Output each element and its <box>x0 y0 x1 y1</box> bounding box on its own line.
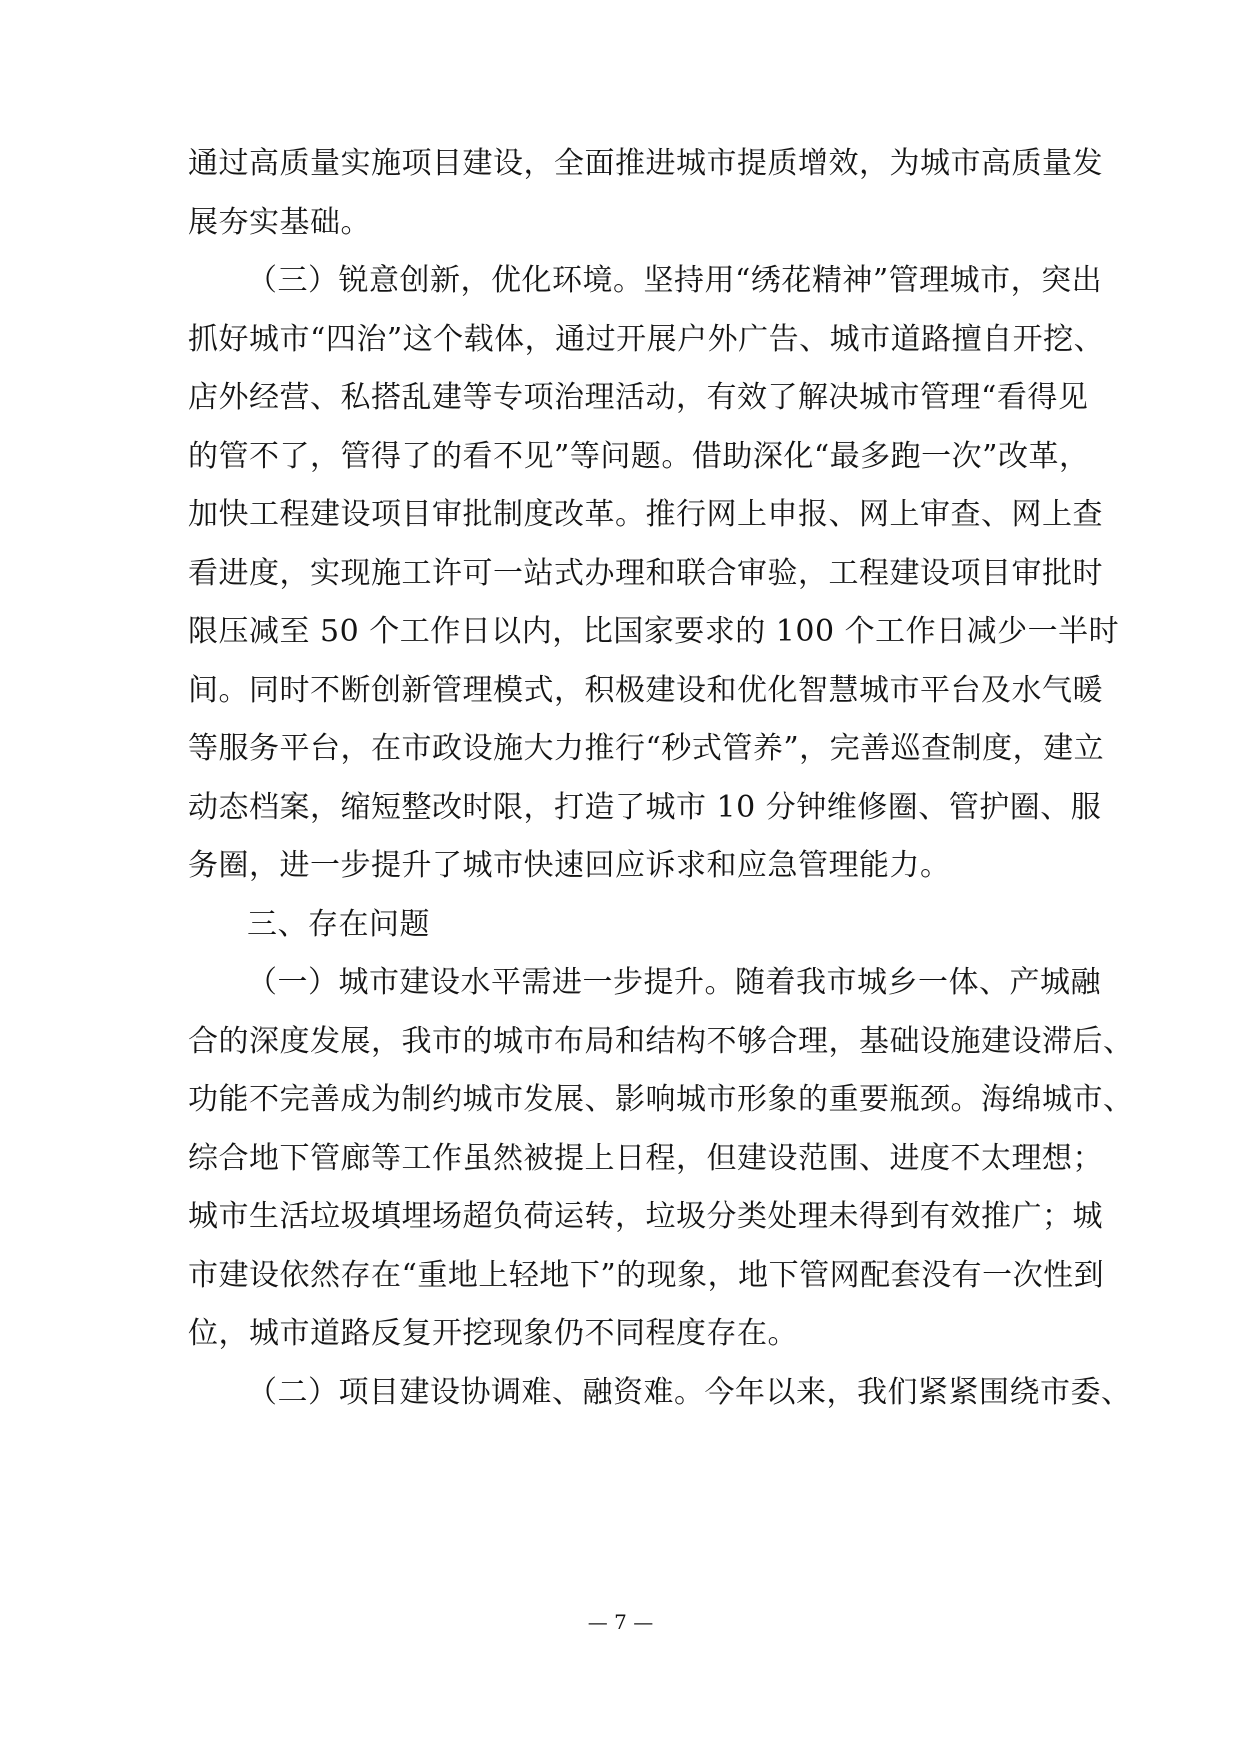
body-text-line: 等服务平台，在市政设施大力推行“秒式管养”，完善巡查制度，建立 <box>188 731 1105 766</box>
body-text-line: 市建设依然存在“重地上轻地下”的现象，地下管网配套没有一次性到 <box>188 1258 1105 1293</box>
page-number: — 7 — <box>587 1610 654 1634</box>
section-heading-line: （二）项目建设协调难、融资难。今年以来，我们紧紧围绕市委、 <box>247 1375 1132 1410</box>
body-text-line: 位，城市道路反复开挖现象仍不同程度存在。 <box>188 1316 798 1351</box>
body-text-line: 抓好城市“四治”这个载体，通过开展户外广告、城市道路擅自开挖、 <box>188 322 1105 357</box>
body-text-line: 城市生活垃圾填埋场超负荷运转，垃圾分类处理未得到有效推广；城 <box>188 1199 1103 1234</box>
section-heading-line: （三）锐意创新，优化环境。坚持用“绣花精神”管理城市，突出 <box>247 263 1103 298</box>
body-text-line: 限压减至 50 个工作日以内，比国家要求的 100 个工作日减少一半时 <box>188 614 1120 649</box>
body-text-line: 功能不完善成为制约城市发展、影响城市形象的重要瓶颈。海绵城市、 <box>188 1082 1134 1117</box>
body-text-line: 间。同时不断创新管理模式，积极建设和优化智慧城市平台及水气暖 <box>188 673 1103 708</box>
body-text-line: 通过高质量实施项目建设，全面推进城市提质增效，为城市高质量发 <box>188 146 1103 181</box>
body-text-line: 加快工程建设项目审批制度改革。推行网上申报、网上审查、网上查 <box>188 497 1103 532</box>
body-text-line: 展夯实基础。 <box>188 205 371 240</box>
section-heading: 三、存在问题 <box>247 907 430 942</box>
body-text-line: 动态档案，缩短整改时限，打造了城市 10 分钟维修圈、管护圈、服 <box>188 790 1102 825</box>
body-text-line: 务圈，进一步提升了城市快速回应诉求和应急管理能力。 <box>188 848 951 883</box>
body-text-line: 综合地下管廊等工作虽然被提上日程，但建设范围、进度不太理想； <box>188 1141 1103 1176</box>
body-text-line: 店外经营、私搭乱建等专项治理活动，有效了解决城市管理“看得见 <box>188 380 1089 415</box>
body-text-line: 看进度，实现施工许可一站式办理和联合审验，工程建设项目审批时 <box>188 556 1103 591</box>
body-text-line: 的管不了，管得了的看不见”等问题。借助深化“最多跑一次”改革， <box>188 439 1090 474</box>
section-heading-line: （一）城市建设水平需进一步提升。随着我市城乡一体、产城融 <box>247 965 1101 1000</box>
body-text-line: 合的深度发展，我市的城市布局和结构不够合理，基础设施建设滞后、 <box>188 1024 1134 1059</box>
